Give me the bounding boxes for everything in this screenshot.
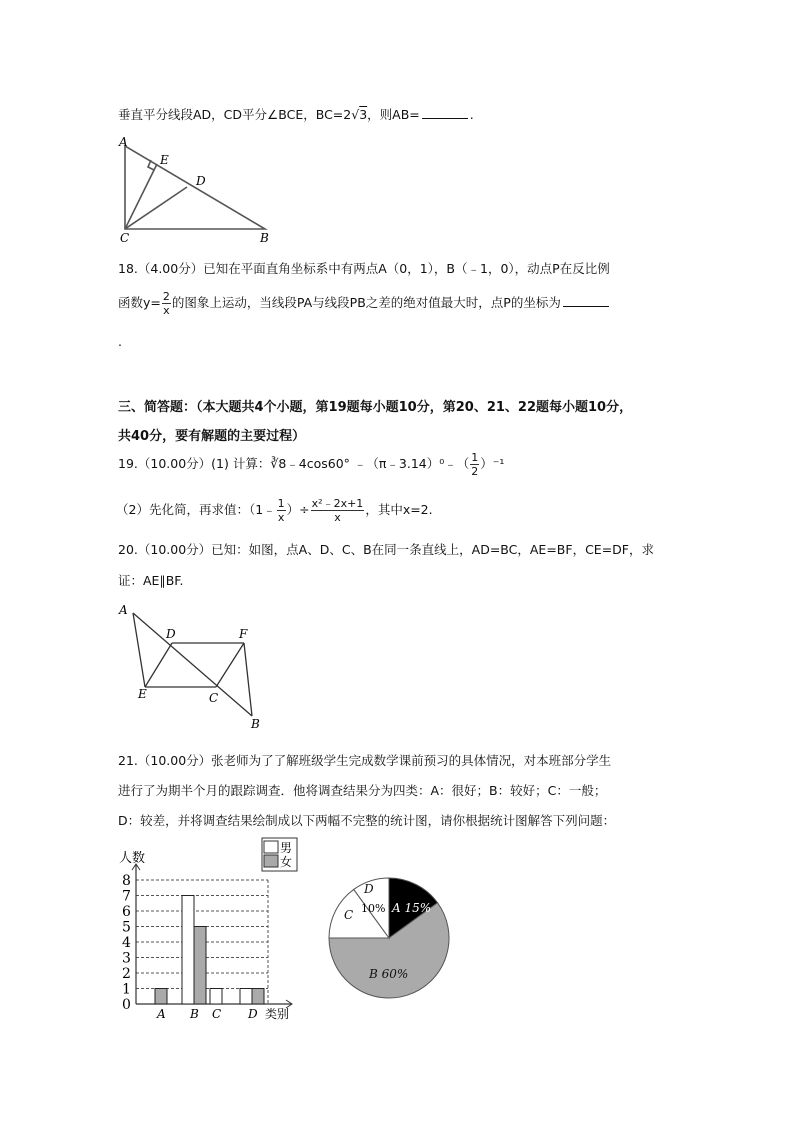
y-tick-label: 1 [122, 981, 131, 998]
figure-2-labels [118, 603, 260, 731]
q19-b: ﹣4cos60° ﹣（π﹣3.14）⁰﹣（ [286, 456, 470, 471]
label-A: A [119, 135, 128, 149]
bar-男-D [240, 989, 252, 1005]
label-B: B [260, 231, 269, 245]
q17-end: . [469, 107, 474, 122]
q18-a: 函数y= [118, 295, 161, 310]
label-E: E [160, 153, 169, 167]
fraction [311, 497, 365, 524]
q17-tail: 垂直平分线段AD，CD平分∠BCE，BC=2√3，则AB= . [118, 107, 474, 122]
legend-swatch-女 [264, 855, 278, 867]
x-axis-label: 类别 [265, 1007, 290, 1021]
q19-part2 [116, 497, 433, 524]
bar-男-B [182, 896, 194, 1005]
label-D: D [196, 174, 206, 188]
y-tick-label: 3 [122, 950, 131, 967]
x-tick-label: C [212, 1007, 222, 1021]
bar-女-B [194, 927, 206, 1005]
denominator: 2 [471, 465, 479, 478]
q18-line2 [118, 290, 611, 317]
q19-part1 [118, 451, 504, 478]
y-tick-label: 2 [122, 966, 131, 982]
denominator: x [163, 304, 170, 317]
y-axis-label: 人数 [119, 851, 146, 866]
q21-line1: 21.（10.00分）张老师为了了解班级学生完成数学课前预习的具体情况，对本班部分学生 [118, 753, 612, 768]
q17-after: ，则AB= [367, 107, 420, 122]
q19-a: 19.（10.00分）(1) 计算： [118, 456, 271, 471]
label-B: B [251, 717, 260, 731]
fraction [470, 451, 479, 478]
section-heading-line2: 共40分，要有解题的主要过程） [118, 429, 306, 444]
q17-text: 垂直平分线段AD，CD平分∠BCE，BC=2 [118, 107, 352, 122]
x-tick-label: A [157, 1007, 166, 1021]
legend-label: 男 [280, 841, 293, 855]
pie-label-A: A 15% [392, 901, 432, 915]
bar-男-C [210, 989, 222, 1005]
label-E: E [138, 687, 147, 701]
answer-blank[interactable] [563, 296, 609, 307]
q18-line1: 18.（4.00分）已知在平面直角坐标系中有两点A（0，1），B（﹣1，0），动点P在反比例 [118, 261, 610, 276]
y-tick-label: 0 [122, 997, 131, 1013]
bar-女-D [252, 989, 264, 1005]
denominator: x [277, 511, 285, 524]
y-tick-label: 8 [122, 873, 131, 889]
numerator: x²﹣2x+1 [311, 497, 364, 510]
denominator: x [334, 511, 341, 524]
q19-p2-c: ，其中x=2. [365, 502, 433, 517]
legend-label: 女 [280, 855, 293, 869]
pie-chart [329, 878, 449, 998]
pie-label-D-percent: 10% [361, 902, 386, 915]
label-F: F [239, 627, 248, 641]
x-tick-label: D [248, 1007, 258, 1021]
numerator: 1 [471, 451, 479, 464]
x-tick-label: B [190, 1007, 199, 1021]
y-tick-label: 6 [122, 904, 131, 920]
legend-swatch-男 [264, 841, 278, 853]
q19-p2-a: （2）先化简，再求值：（1﹣ [116, 502, 276, 517]
q20-line1: 20.（10.00分）已知：如图，点A、D、C、B在同一条直线上，AD=BC，AE=BF，CE=DF，求 [118, 542, 654, 557]
section-heading-line1: 三、简答题：（本大题共4个小题，第19题每小题10分，第20、21、22题每小题10分， [118, 400, 633, 415]
sqrt-value: 3 [359, 107, 368, 122]
numerator: 1 [277, 497, 285, 510]
bar-chart [119, 838, 297, 1021]
label-A: A [119, 603, 128, 617]
q18-end: . [118, 334, 122, 349]
label-D: D [166, 627, 176, 641]
triangle-figure-1 [125, 146, 265, 229]
quadrilateral-figure-2 [133, 613, 252, 716]
fraction [277, 497, 286, 524]
y-tick-label: 4 [122, 935, 131, 951]
pie-label-D: D [364, 882, 374, 896]
pie-label-B: B 60% [369, 967, 409, 981]
q21-line3: D：较差，并将调查结果绘制成以下两幅不完整的统计图，请你根据统计图解答下列问题： [118, 813, 616, 828]
q20-line2: 证：AE∥BF. [118, 573, 184, 588]
fraction [162, 290, 171, 317]
q21-line2: 进行了为期半个月的跟踪调查．他将调查结果分为四类：A：很好；B：较好；C：一般； [118, 783, 607, 798]
bar-女-A [155, 989, 167, 1005]
label-C: C [209, 691, 219, 705]
numerator: 2 [162, 290, 170, 303]
q19-p2-b: ）÷ [286, 502, 310, 517]
cube-root: ∛8 [270, 456, 287, 471]
label-C: C [120, 231, 130, 245]
pie-label-C: C [344, 908, 354, 922]
y-tick-label: 5 [122, 919, 131, 936]
q19-c: ）⁻¹ [480, 456, 505, 471]
q18-b: 的图象上运动，当线段PA与线段PB之差的绝对值最大时，点P的坐标为 [171, 295, 561, 310]
y-tick-label: 7 [122, 888, 131, 905]
